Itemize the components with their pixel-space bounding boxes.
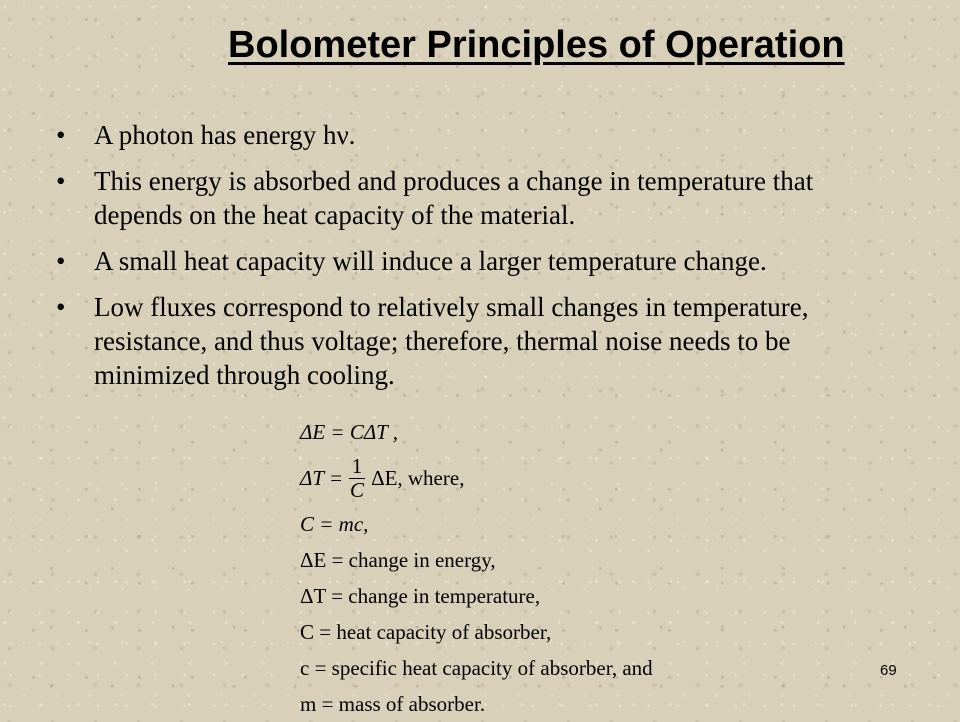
- slide-title: Bolometer Principles of Operation: [228, 24, 845, 66]
- bullet-text: A photon has energy hν.: [94, 120, 356, 150]
- definition-specific-heat: c = specific heat capacity of absorber, and: [300, 655, 653, 680]
- bullet-marker: •: [56, 292, 66, 322]
- bullet-item: [56, 290, 906, 392]
- definition-delta-t: ΔT = change in temperature,: [300, 583, 541, 608]
- bullet-item: [56, 164, 906, 232]
- fraction-numerator: 1: [349, 456, 366, 479]
- bullet-marker: •: [56, 166, 66, 196]
- equation-heat-capacity: C = mc,: [300, 511, 369, 536]
- fraction: [347, 453, 367, 502]
- bullet-item: [56, 244, 906, 278]
- definition-mass: m = mass of absorber.: [300, 691, 486, 716]
- definition-c: C = heat capacity of absorber,: [300, 619, 552, 644]
- bullet-list: [56, 118, 906, 404]
- page-number: 69: [880, 662, 897, 679]
- bullet-text: A small heat capacity will induce a larger temperature change.: [94, 246, 767, 276]
- equation-block: [300, 414, 720, 722]
- equation-rhs: ΔE, where,: [371, 465, 465, 490]
- bullet-item: [56, 118, 906, 152]
- fraction-denominator: C: [350, 477, 365, 502]
- bullet-marker: •: [56, 246, 66, 276]
- bullet-marker: •: [56, 120, 66, 150]
- equation-energy: ΔE = CΔT ,: [300, 419, 398, 444]
- definition-delta-e: ΔE = change in energy,: [300, 547, 496, 572]
- equation-temperature-change: [300, 450, 720, 506]
- bullet-text: Low fluxes correspond to relatively small changes in temperature, resistance, and thus voltage; therefore, thermal noise needs to be minimized through cooling.: [94, 292, 809, 390]
- equation-lhs: ΔT =: [300, 465, 344, 490]
- bullet-text: This energy is absorbed and produces a change in temperature that depends on the heat capacity of the material.: [94, 166, 814, 230]
